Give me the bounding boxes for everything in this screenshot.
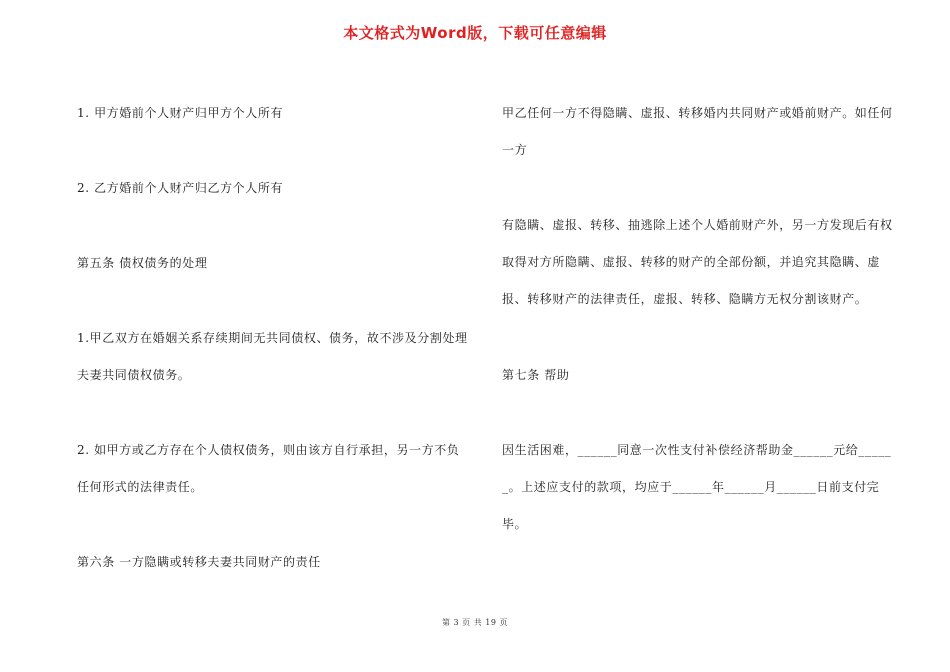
page-number-footer: 第 3 页 共 19 页 (442, 618, 508, 627)
article-5-heading: 第五条 债权债务的处理 (77, 256, 208, 270)
clause-item-2: 2. 乙方婚前个人财产归乙方个人所有 (77, 181, 284, 195)
article-6-heading: 第六条 一方隐瞒或转移夫妻共同财产的责任 (77, 555, 321, 569)
word-format-banner: 本文格式为Word版，下载可任意编辑 (343, 24, 607, 42)
article-6-paragraph-1: 甲乙任何一方不得隐瞒、虚报、转移婚内共同财产或婚前财产。如任何一方 (502, 106, 893, 157)
article-5-item-1: 1.甲乙双方在婚姻关系存续期间无共同债权、债务，故不涉及分割处理夫妻共同债权债务。 (77, 331, 468, 382)
clause-item-1: 1. 甲方婚前个人财产归甲方个人所有 (77, 106, 284, 120)
article-6-paragraph-2: 有隐瞒、虚报、转移、抽逃除上述个人婚前财产外，另一方发现后有权取得对方所隐瞒、虚报、转移的财产的全部份额，并追究其隐瞒、虚报、转移财产的法律责任，虚报、转移、隐瞒方无权分割该财产。 (502, 218, 893, 306)
article-7-paragraph: 因生活困难，______同意一次性支付补偿经济帮助金______元给______。上述应支付的款项，均应于______年______月______日前支付完毕。 (502, 443, 892, 531)
article-5-item-2: 2. 如甲方或乙方存在个人债权债务，则由该方自行承担，另一方不负任何形式的法律责任。 (77, 443, 460, 494)
article-7-heading: 第七条 帮助 (502, 368, 570, 382)
